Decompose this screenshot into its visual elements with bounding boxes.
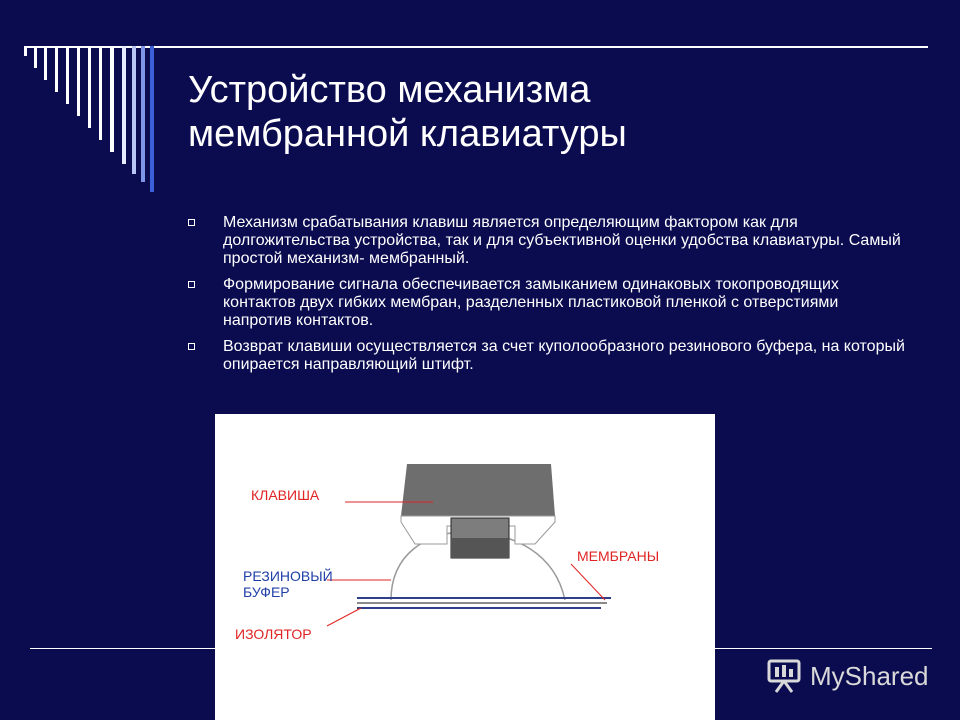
key-cap	[401, 464, 555, 516]
key-stem-shadow	[451, 538, 509, 558]
label-rubber-line1: РЕЗИНОВЫЙ	[243, 568, 333, 584]
square-bullet-icon	[188, 219, 195, 226]
decorative-bar	[77, 46, 80, 116]
label-rubber-line2: БУФЕР	[243, 584, 290, 600]
decorative-bar	[34, 46, 37, 68]
top-divider-line	[24, 46, 928, 48]
decorative-bar	[55, 46, 58, 92]
decorative-bar	[44, 46, 47, 80]
title-line-2: мембранной клавиатуры	[188, 113, 627, 155]
insulator-leader-line	[327, 608, 361, 626]
decorative-bar	[132, 46, 136, 174]
bullet-item	[186, 276, 906, 330]
decorative-bar	[24, 46, 27, 56]
decorative-bar	[122, 46, 126, 164]
membrane-keyboard-diagram	[215, 414, 715, 720]
decorative-bar	[99, 46, 102, 140]
presentation-board-icon	[766, 658, 802, 694]
bullet-text: Формирование сигнала обеспечивается замыканием одинаковых токопроводящих контактов двух гибких мембран, разделенных пластиковой пленкой с отверстиями напротив контактов.	[223, 276, 839, 329]
bullet-item	[186, 214, 906, 268]
slide-title	[188, 68, 908, 156]
bullet-item	[186, 338, 906, 374]
title-line-1: Устройство механизма	[188, 69, 591, 111]
watermark-text: MyShared	[810, 661, 929, 691]
label-rubber-buffer	[243, 568, 333, 600]
label-membranes: МЕМБРАНЫ	[577, 548, 660, 564]
decorative-bar	[88, 46, 91, 128]
bottom-divider-line	[30, 648, 932, 649]
label-key: КЛАВИША	[251, 487, 320, 503]
diagram-drawing	[215, 414, 715, 720]
membranes-leader-line	[571, 564, 605, 600]
decorative-bar	[110, 46, 114, 152]
label-insulator: ИЗОЛЯТОР	[235, 626, 312, 642]
decorative-bar	[66, 46, 69, 104]
square-bullet-icon	[188, 281, 195, 288]
bullet-text: Механизм срабатывания клавиш является определяющим фактором как для долгожительства устройства, так и для субъективной оценки удобства клавиатуры. Самый простой механизм- мембранный.	[223, 214, 901, 267]
bullet-list	[186, 214, 906, 382]
square-bullet-icon	[188, 343, 195, 350]
bullet-text: Возврат клавиши осуществляется за счет куполообразного резинового буфера, на который опирается направляющий штифт.	[223, 338, 905, 373]
decorative-bar	[141, 46, 145, 182]
decorative-bar	[150, 46, 154, 192]
